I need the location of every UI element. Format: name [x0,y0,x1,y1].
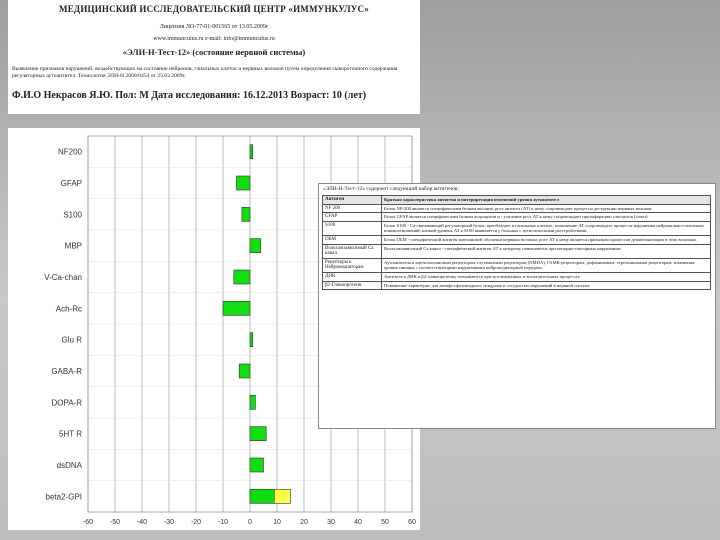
x-tick-label: 50 [381,519,389,526]
category-label: Glu R [61,335,82,345]
x-tick-label: 10 [273,519,281,526]
bar [237,176,251,190]
category-label: MBP [64,241,82,251]
category-label: dsDNA [56,461,82,470]
bar [250,458,264,472]
test-name: «ЭЛИ-Н-Тест-12» (состояние нервной системы) [122,47,306,57]
table-row [323,244,711,258]
description-cell: Краткая характеристика антигена и интерпретация изменений уровня аутоантител [382,196,711,205]
bar [239,364,250,378]
bar [250,239,261,253]
category-label: beta2-GPI [45,492,82,502]
table-row [323,213,711,222]
x-tick-label: 60 [408,519,416,526]
table-caption: «ЭЛИ-Н-Тест-12» содержит следующий набор антигенов: [323,186,459,192]
antigen-cell: NF 200 [323,204,382,213]
bar [250,145,253,159]
description-cell: Вольтажзависимый Са канал - специфический антиген АТ к которому повышаются при моторно-сенсорных нарушениях [382,244,711,258]
antigen-cell: S100 [323,221,382,235]
category-label: 5HT R [59,429,82,439]
table-header-row [323,196,711,205]
bar [250,395,255,409]
bar [242,207,250,221]
description-cell: Белок NF-200 является специфическим белком аксонов; рост антител (АТ) к нему сопровождает процессы деструкции нервных волокон [382,204,711,213]
x-tick-label: -30 [163,519,175,526]
description-cell: Белок S100 - Са-связывающий регуляторный белок, преобладает в глиальных клетках; повышение АТ сопровождает процессы нарушения нейронально-глиальных взаимоотношений; низкий уровень АТ к S100 выявляется у больных с аутистическими расстройствами. [382,221,711,235]
center-title: МЕДИЦИНСКИЙ ИССЛЕДОВАТЕЛЬСКИЙ ЦЕНТР «ИММУНКУЛУС» [59,4,369,14]
x-tick-label: -10 [217,519,229,526]
table-row [323,258,711,272]
category-label: V-Ca-chan [44,273,82,282]
antigen-table [322,195,711,290]
table-row [323,281,711,290]
x-tick-label: 40 [354,519,362,526]
bar [234,270,250,284]
bar [250,427,266,441]
x-tick-label: -40 [136,519,148,526]
x-tick-label: -50 [109,519,121,526]
category-label: GABA-R [51,367,82,376]
x-tick-label: 20 [300,519,308,526]
antigen-cell: ОБМ [323,235,382,244]
antigen-cell: Антиген [323,196,382,205]
description-cell: Антитела к ДНК и β2-гликопротеину повышаются при аутоиммунных и воспалительных процессах [382,272,711,281]
bar [250,333,253,347]
table-row [323,221,711,235]
license-line: Лицензия ЛО-77-01-001565 от 13.05.2009г [159,24,269,30]
description-cell: Белок GFAP является специфическим белком астроцитов и - усиление рост АТ к нему сопровождает пролиферацию глиоцитов (глиоз) [382,213,711,222]
table-row [323,204,711,213]
table-row [323,272,711,281]
x-tick-label: 0 [248,519,252,526]
extra-bar [274,489,290,503]
antigen-cell: GFAP [323,213,382,222]
antigen-cell: ДНК [323,272,382,281]
table-row [323,235,711,244]
patient-line: Ф.И.О Некрасов Я.Ю. Пол: М Дата исследования: 16.12.2013 Возраст: 10 (лет) [12,90,367,101]
x-tick-label: 30 [327,519,335,526]
category-label: DOPA-R [51,398,82,408]
antigen-cell: Рецепторы к Нейромедиаторам [323,258,382,272]
description-cell: Повышение характерно для антифосфолипидного синдрома и сосудистых нарушений в нервной системе [382,281,711,290]
category-label: NF200 [57,147,82,157]
test-subtitle: Выявление признаков нарушений, воздействующих на состояние нейронов, глиальных клеток и нервных волокон путем определения сывороточного содержания регуляторных аутоантител. Технология ЭЛИ-Н 2000/0454 от 25.03.2009г. [12,66,398,79]
category-label: S100 [63,210,82,220]
description-cell: Аутоантитела к ацетилхолиновым рецепторам, глутаматным рецепторам (NMDA), ГАМК-рецепторам, дофаминовым, серотониновым рецепторам: изменения уровня связаны с соответствующими нарушениями нейромедиаторной передачи. [382,258,711,272]
x-tick-label: -20 [190,519,202,526]
category-label: Ach-Rc [55,304,82,314]
x-tick-label: -60 [82,519,94,526]
antigen-table-panel [318,183,716,429]
description-cell: Белок ОБМ - специфический антиген миелиновой оболочки нервных волокон; рост АТ к нему является признаком процессов демиелинизации в этих волокнах. [382,235,711,244]
report-header [8,0,420,114]
bar [250,489,274,503]
antigen-cell: Вольтажзависимый Са канал [323,244,382,258]
contacts-line: www.immunculus.ru e-mail: info@immunculus.ru [153,36,275,42]
bar [223,301,250,315]
category-label: GFAP [60,179,82,188]
antigen-cell: β2-Гликопротеин [323,281,382,290]
